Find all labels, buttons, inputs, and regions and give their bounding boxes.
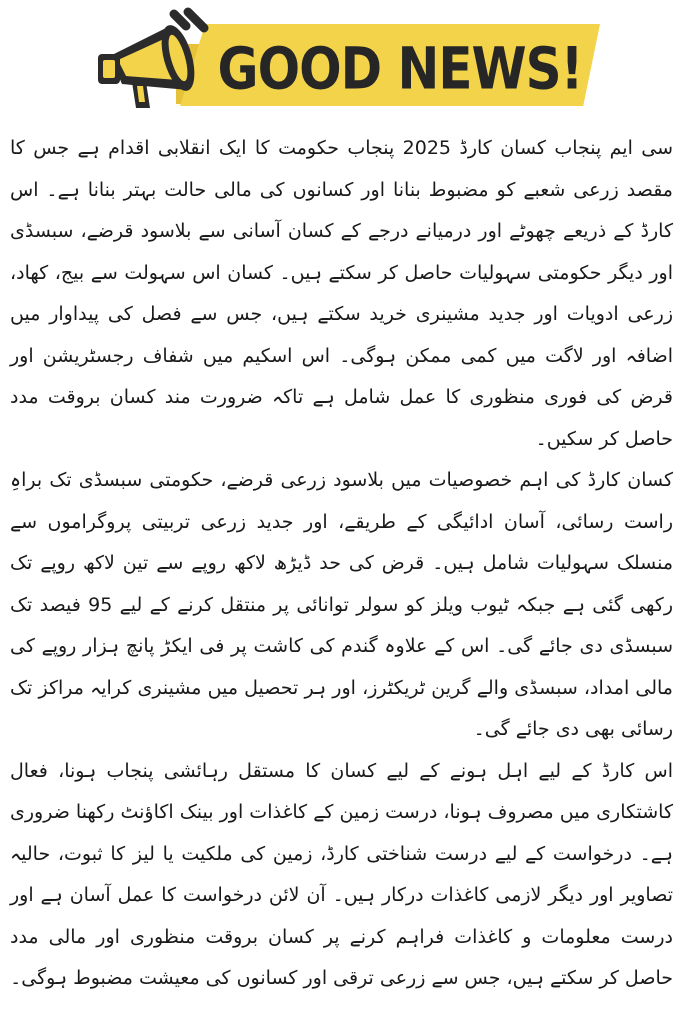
good-news-banner: [0, 0, 683, 122]
megaphone-icon: [92, 4, 212, 120]
paragraph-1: سی ایم پنجاب کسان کارڈ 2025 پنجاب حکومت کا ایک انقلابی اقدام ہے جس کا مقصد زرعی شعبے کو مضبوط بنانا اور کسانوں کی مالی حالت بہتر بنانا ہے۔ اس کارڈ کے ذریعے چھوٹے اور درمیانے درجے کے کسان آسانی سے بلاسود قرضے، سبسڈی اور دیگر حکومتی سہولیات حاصل کر سکتے ہیں۔ کسان اس سہولت سے بیج، کھاد، زرعی ادویات اور جدید مشینری خرید سکتے ہیں، جس سے فصل کی پیداوار میں اضافہ اور لاگت میں کمی ممکن ہوگی۔ اس اسکیم میں شفاف رجسٹریشن اور قرض کی فوری منظوری کا عمل شامل ہے تاکہ ضرورت مند کسان بروقت مدد حاصل کر سکیں۔: [10, 137, 673, 450]
paragraph-3: اس کارڈ کے لیے اہل ہونے کے لیے کسان کا مستقل رہائشی پنجاب ہونا، فعال کاشتکاری میں مصروف ہونا، درست زمین کے کاغذات اور بینک اکاؤنٹ رکھنا ضروری ہے۔ درخواست کے لیے درست شناختی کارڈ، زمین کی ملکیت یا لیز کا ثبوت، حالیہ تصاویر اور دیگر لازمی کاغذات درکار ہیں۔ آن لائن درخواست کا عمل آسان ہے اور درست معلومات و کاغذات فراہم کرنے پر کسان بروقت منظوری اور مالی مدد حاصل کر سکتے ہیں، جس سے زرعی ترقی اور کسانوں کی معیشت مضبوط ہوگی۔: [10, 759, 673, 989]
banner-title: GOOD NEWS!: [217, 35, 583, 103]
article-body: [10, 128, 673, 1018]
paragraph-2: کسان کارڈ کی اہم خصوصیات میں بلاسود زرعی قرضے، حکومتی سبسڈی تک براہِ راست رسائی، آسان ادائیگی کے طریقے، اور جدید زرعی تربیتی پروگراموں سے منسلک سہولیات شامل ہیں۔ قرض کی حد ڈیڑھ لاکھ روپے سے تین لاکھ روپے تک رکھی گئی ہے جبکہ ٹیوب ویلز کو سولر توانائی پر منتقل کرنے کے لیے 95 فیصد تک سبسڈی دی جائے گی۔ اس کے علاوہ گندم کی کاشت پر فی ایکڑ پانچ ہزار روپے کی مالی امداد، سبسڈی والے گرین ٹریکٹرز، اور ہر تحصیل میں مشینری کرایہ مراکز تک رسائی بھی دی جائے گی۔: [10, 469, 674, 740]
